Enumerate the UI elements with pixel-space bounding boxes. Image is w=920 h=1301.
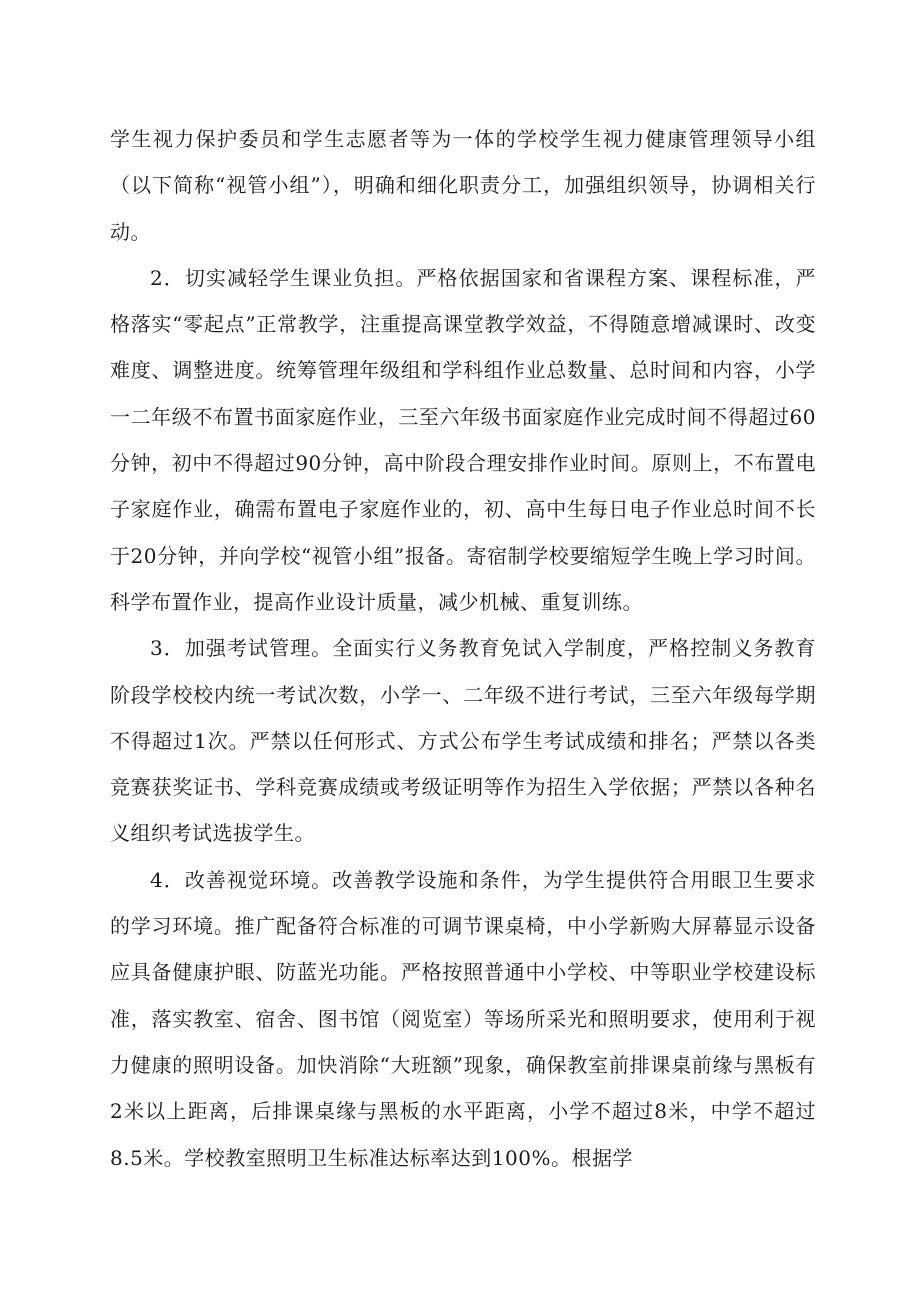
paragraph-item-2-reduce-homework: 2．切实减轻学生课业负担。严格依据国家和省课程方案、课程标准，严格落实“零起点”正常教学，注重提高课堂教学效益，不得随意增减课时、改变难度、调整进度。统筹管理年级组和学科组作业总数量、总时间和内容，小学一二年级不布置书面家庭作业，三至六年级书面家庭作业完成时间不得超过60分钟，初中不得超过90分钟，高中阶段合理安排作业时间。原则上，不布置电子家庭作业，确需布置电子家庭作业的，初、高中生每日电子作业总时间不长于20分钟，并向学校“视管小组”报备。寄宿制学校要缩短学生晚上学习时间。科学布置作业，提高作业设计质量，减少机械、重复训练。 xyxy=(110,265,816,614)
document-body xyxy=(110,116,816,1181)
paragraph-item-3-exam-management: 3．加强考试管理。全面实行义务教育免试入学制度，严格控制义务教育阶段学校校内统一考试次数，小学一、二年级不进行考试，三至六年级每学期不得超过1次。严禁以任何形式、方式公布学生考试成绩和排名；严禁以各类竞赛获奖证书、学科竞赛成绩或考级证明等作为招生入学依据；严禁以各种名义组织考试选拔学生。 xyxy=(110,636,816,846)
paragraph-continuation: 学生视力保护委员和学生志愿者等为一体的学校学生视力健康管理领导小组（以下简称“视管小组”），明确和细化职责分工，加强组织领导，协调相关行动。 xyxy=(110,127,816,244)
paragraph-item-4-visual-environment: 4．改善视觉环境。改善教学设施和条件，为学生提供符合用眼卫生要求的学习环境。推广配备符合标准的可调节课桌椅，中小学新购大屏幕显示设备应具备健康护眼、防蓝光功能。严格按照普通中小学校、中等职业学校建设标准，落实教室、宿舍、图书馆（阅览室）等场所采光和照明要求，使用利于视力健康的照明设备。加快消除“大班额”现象，确保教室前排课桌前缘与黑板有2米以上距离，后排课桌缘与黑板的水平距离，小学不超过8米，中学不超过8.5米。学校教室照明卫生标准达标率达到100%。根据学 xyxy=(110,867,816,1170)
